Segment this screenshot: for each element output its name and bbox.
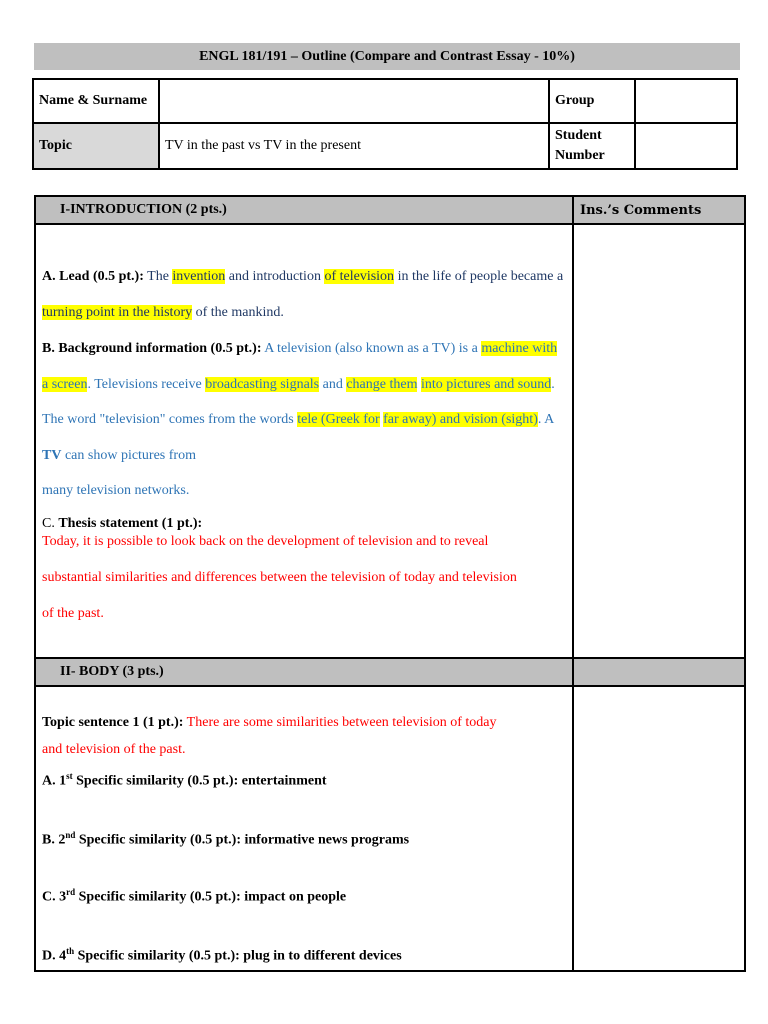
thesis-line: of the past. (42, 605, 104, 621)
lead-highlight: of television (324, 269, 395, 284)
background-highlight: broadcasting signals (205, 376, 320, 392)
lead-highlight: turning point in the history (42, 305, 193, 320)
outline-table (34, 195, 746, 972)
document-title: ENGL 181/191 – Outline (Compare and Contrast Essay - 10%) (34, 43, 740, 70)
introduction-content (35, 224, 573, 658)
background-text: A television (also known as a TV) is a (264, 341, 478, 356)
topic-label: Topic (33, 123, 159, 169)
background-text: TV (42, 447, 62, 463)
background-highlight: change them (346, 376, 418, 392)
similarity-item: A. 1st Specific similarity (0.5 pt.): entertainment (42, 771, 327, 789)
name-label: Name & Surname (33, 79, 159, 123)
thesis-line: substantial similarities and differences between the television of today and television (42, 569, 517, 585)
thesis-label: Thesis statement (1 pt.): (58, 515, 203, 531)
student-number-label: Student Number (549, 123, 635, 169)
topic-sentence-text: There are some similarities between television of today (186, 715, 497, 730)
similarity-item: B. 2nd Specific similarity (0.5 pt.): informative news programs (42, 829, 410, 848)
student-info-table (32, 78, 738, 170)
lead-label: A. Lead (0.5 pt.): (42, 269, 144, 284)
background-text: and (322, 376, 343, 392)
body-header: II- BODY (3 pts.) (35, 658, 573, 686)
topic-sentence-text: and television of the past. (42, 742, 186, 757)
background-highlight: far away) and vision (sight) (383, 412, 538, 427)
lead-text: The (147, 269, 169, 284)
similarity-item: D. 4th Specific similarity (0.5 pt.): plug in to different devices (42, 945, 402, 964)
lead-text: became a (510, 269, 564, 284)
topic-sentence-label: Topic sentence 1 (1 pt.): (42, 715, 184, 730)
lead-text: and introduction (228, 269, 321, 284)
background-label: B. Background information (0.5 pt.): (42, 341, 262, 356)
similarity-item: C. 3rd Specific similarity (0.5 pt.): impact on people (42, 887, 347, 905)
background-text: . Televisions receive (87, 376, 202, 392)
background-text: . The word "television" comes from the words (42, 376, 555, 427)
body-comments-header (573, 658, 745, 686)
background-highlight: machine with a screen (42, 341, 558, 392)
topic-field[interactable]: TV in the past vs TV in the present (159, 123, 549, 169)
lead-highlight: invention (172, 269, 226, 284)
thesis-line: Today, it is possible to look back on the development of television and to reveal (42, 533, 489, 549)
introduction-comments[interactable] (573, 224, 745, 658)
background-highlight: tele (Greek for (297, 412, 380, 427)
student-number-field[interactable] (635, 123, 737, 169)
background-text: many television networks. (42, 483, 190, 498)
group-field[interactable] (635, 79, 737, 123)
group-label: Group (549, 79, 635, 123)
body-comments[interactable] (573, 686, 745, 971)
background-text: can show pictures from (64, 447, 196, 463)
body-content (35, 686, 573, 971)
name-field[interactable] (159, 79, 549, 123)
lead-text: of the mankind. (195, 305, 284, 320)
thesis-prefix: C. (42, 515, 55, 531)
comments-header: Ins.’s Comments (573, 196, 745, 224)
lead-text: in the life of people (397, 269, 508, 284)
background-highlight: into pictures and sound (420, 376, 552, 392)
introduction-header: I-INTRODUCTION (2 pts.) (35, 196, 573, 224)
background-text: . A (537, 412, 554, 427)
